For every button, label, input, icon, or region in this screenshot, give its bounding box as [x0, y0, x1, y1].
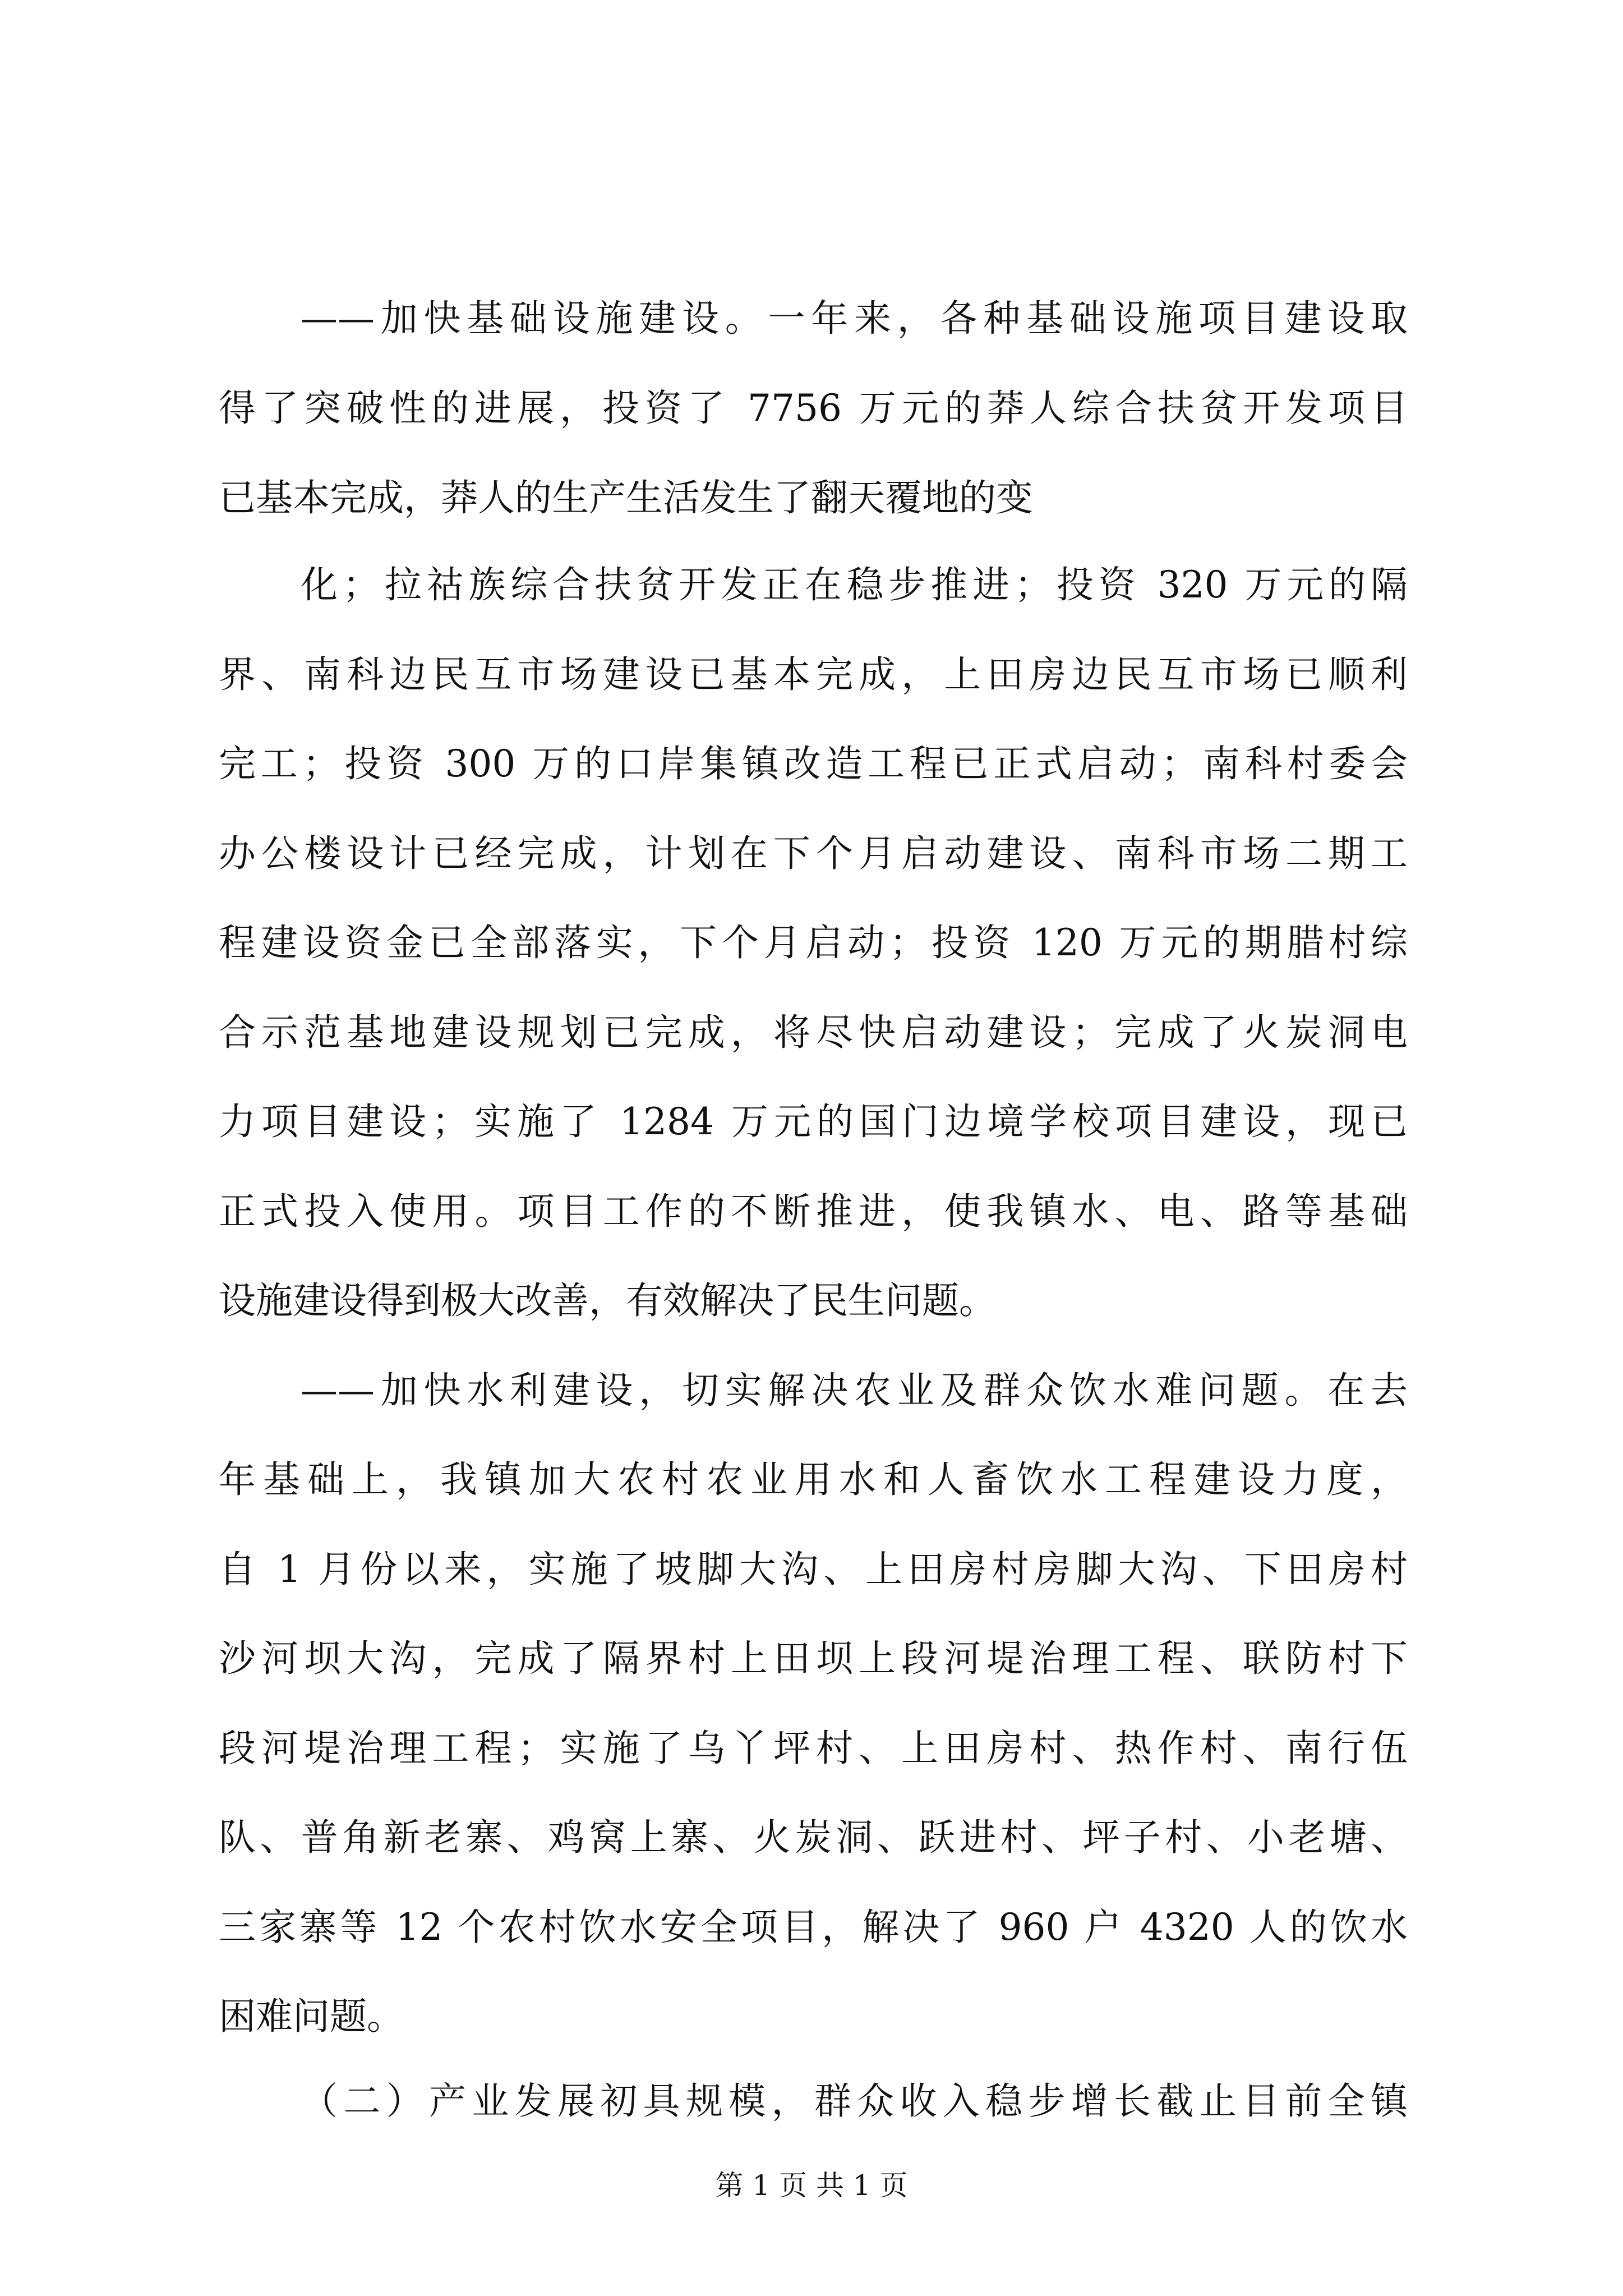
paragraph-line: 三家寨等 12 个农村饮水安全项目，解决了 960 户 4320 人的饮水	[219, 1906, 1408, 1949]
paragraph-line: 界、南科边民互市场建设已基本完成，上田房边民互市场已顺利	[219, 653, 1408, 696]
paragraph-line: 年基础上，我镇加大农村农业用水和人畜饮水工程建设力度，	[219, 1458, 1408, 1501]
paragraph-line: 完工；投资 300 万的口岸集镇改造工程已正式启动；南科村委会	[219, 742, 1408, 785]
paragraph-line: 沙河坝大沟，完成了隔界村上田坝上段河堤治理工程、联防村下	[219, 1637, 1408, 1680]
paragraph-line: 力项目建设；实施了 1284 万元的国门边境学校项目建设，现已	[219, 1100, 1408, 1143]
paragraph-line: 段河堤治理工程；实施了乌丫坪村、上田房村、热作村、南行伍	[219, 1727, 1408, 1770]
paragraph-line: 困难问题。	[219, 1995, 404, 2038]
paragraph-line: 化；拉祜族综合扶贫开发正在稳步推进；投资 320 万元的隔	[301, 563, 1408, 606]
paragraph-line: 设施建设得到极大改善，有效解决了民生问题。	[219, 1279, 996, 1322]
paragraph-line: 自 1 月份以来，实施了坡脚大沟、上田房村房脚大沟、下田房村	[219, 1548, 1408, 1591]
paragraph-line: 正式投入使用。项目工作的不断推进，使我镇水、电、路等基础	[219, 1190, 1408, 1233]
paragraph-line: 得了突破性的进展，投资了 7756 万元的莽人综合扶贫开发项目	[219, 386, 1408, 430]
paragraph-line: ——加快基础设施建设。一年来，各种基础设施项目建设取	[301, 297, 1408, 340]
paragraph-line: 合示范基地建设规划已完成，将尽快启动建设；完成了火炭洞电	[219, 1011, 1408, 1054]
paragraph-line: 已基本完成，莽人的生产生活发生了翻天覆地的变	[219, 476, 1033, 519]
paragraph-line: 办公楼设计已经完成，计划在下个月启动建设、南科市场二期工	[219, 832, 1408, 875]
paragraph-line: 程建设资金已全部落实，下个月启动；投资 120 万元的期腊村综	[219, 921, 1408, 964]
paragraph-line: ——加快水利建设，切实解决农业及群众饮水难问题。在去	[301, 1369, 1408, 1412]
page-footer: 第 1 页 共 1 页	[715, 2169, 908, 2202]
section-heading-line: （二）产业发展初具规模，群众收入稳步增长截止目前全镇	[301, 2079, 1408, 2123]
paragraph-line: 队、普角新老寨、鸡窝上寨、火炭洞、跃进村、坪子村、小老塘、	[219, 1816, 1408, 1859]
